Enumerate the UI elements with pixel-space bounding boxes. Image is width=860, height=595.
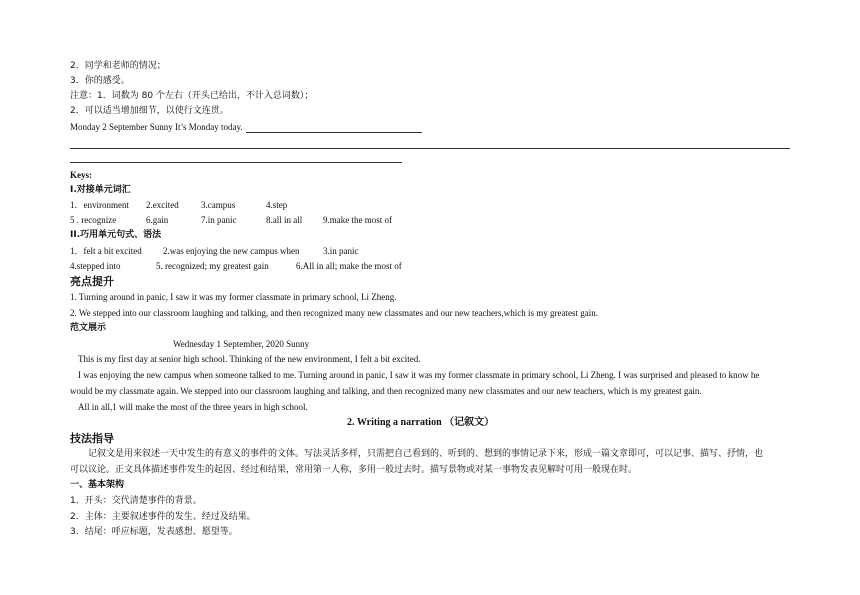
key-answer: 6.All in all; make the most of bbox=[296, 261, 402, 271]
technique-guide-paragraph-line-1: 记叙文是用来叙述一天中发生的有意义的事件的文体。写法灵活多样，只需把自己看到的、听到的、想到的事情记录下来，形成一篇文章即可，可以记事、描写、抒情，也 bbox=[88, 449, 764, 459]
key-answer: 6.gain bbox=[146, 215, 169, 225]
answer-line bbox=[70, 148, 790, 149]
highlight-sentence-2: 2. We stepped into our classroom laughing and talking, and then recognized many new classmates and our new teachers,which is my greatest gain. bbox=[70, 308, 598, 318]
key-answer: 3.campus bbox=[201, 200, 236, 210]
structure-title: 一、基本架构 bbox=[70, 480, 125, 490]
keys-heading: Keys: bbox=[70, 170, 92, 180]
key-answer: 3.in panic bbox=[323, 246, 359, 256]
key-answer: 4.stepped into bbox=[70, 261, 121, 271]
key-answer: 4.step bbox=[266, 200, 288, 210]
technique-guide-paragraph-line-2: 可以议论。正文具体描述事件发生的起因、经过和结果，常用第一人称，多用一般过去时。描写景物或对某一事物发表见解时可用一般现在时。 bbox=[70, 465, 638, 475]
highlight-sentence-1: 1. Turning around in panic, I saw it was my former classmate in primary school, Li Zheng. bbox=[70, 292, 397, 302]
key-answer: 2.excited bbox=[146, 200, 179, 210]
keys-section-1-title: I.对接单元词汇 bbox=[70, 185, 131, 195]
task-item-2: 2．同学和老师的情况； bbox=[70, 61, 166, 71]
structure-item-3: 3．结尾：呼应标题，发表感想、愿望等。 bbox=[70, 527, 238, 537]
structure-item-1: 1．开头：交代清楚事件的背景。 bbox=[70, 496, 202, 506]
key-answer: 7.in panic bbox=[201, 215, 237, 225]
task-note-2: 2．可以适当增加细节，以使行文连贯。 bbox=[70, 106, 229, 116]
model-essay-title: 范文展示 bbox=[70, 323, 107, 333]
keys-section-2-title: II.巧用单元句式、语法 bbox=[70, 230, 162, 240]
model-essay-paragraph-1: This is my first day at senior high school. Thinking of the new environment, I felt a bit excited. bbox=[78, 354, 421, 364]
model-essay-paragraph-3: All in all,1 will make the most of the three years in high school. bbox=[78, 402, 308, 412]
answer-line bbox=[246, 132, 422, 133]
key-answer: 2.was enjoying the new campus when bbox=[163, 246, 300, 256]
technique-guide-title: 技法指导 bbox=[70, 432, 114, 445]
key-answer: 5. recognized; my greatest gain bbox=[156, 261, 269, 271]
writing-opening: Monday 2 September Sunny It’s Monday today. bbox=[70, 122, 243, 132]
key-answer: 8.all in all bbox=[266, 215, 303, 225]
key-answer: 1．environment bbox=[70, 200, 129, 210]
structure-item-2: 2．主体：主要叙述事件的发生、经过及结果。 bbox=[70, 512, 256, 522]
task-item-3: 3．你的感受。 bbox=[70, 76, 130, 86]
model-essay-paragraph-2-line-1: I was enjoying the new campus when someone talked to me. Turning around in panic, I saw it was my former classmate in primary school, Li Zheng. I was surprised and pleased to know he bbox=[78, 370, 760, 380]
highlights-title: 亮点提升 bbox=[70, 275, 114, 288]
model-essay-dateline: Wednesday 1 September, 2020 Sunny bbox=[173, 339, 310, 349]
task-note-1: 注意：1．词数为 80 个左右（开头已给出，不计入总词数）； bbox=[70, 91, 314, 101]
section-title: 2. Writing a narration （记叙文） bbox=[347, 417, 495, 428]
model-essay-paragraph-2-line-2: would be my classmate again. We stepped into our classroom laughing and talking, and then recognized many new classmates and our new teachers, which is my greatest gain. bbox=[70, 386, 702, 396]
key-answer: 5 . recognize bbox=[70, 215, 117, 225]
key-answer: 9.make the most of bbox=[323, 215, 392, 225]
answer-line bbox=[70, 162, 402, 163]
key-answer: 1．felt a bit excited bbox=[70, 246, 142, 256]
